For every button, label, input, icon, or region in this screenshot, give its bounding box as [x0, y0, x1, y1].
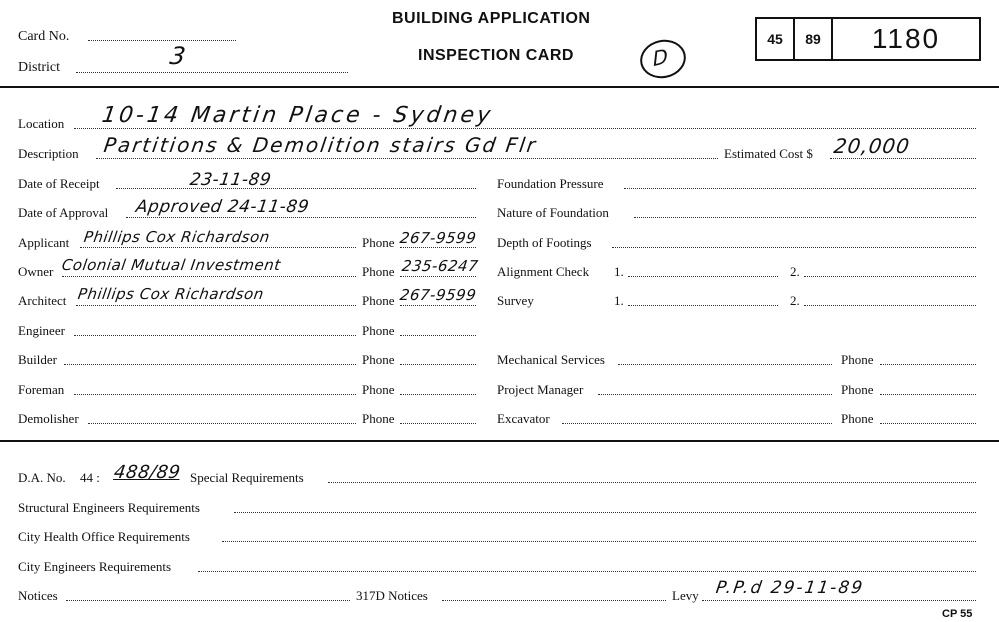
project-manager-line — [598, 394, 832, 395]
estimated-cost-label: Estimated Cost $ — [724, 146, 813, 161]
architect-line — [76, 305, 356, 306]
circled-mark — [637, 36, 690, 83]
foreman-label: Foreman — [18, 382, 65, 397]
applicant-label: Applicant — [18, 235, 70, 250]
mechanical-phone-line — [880, 364, 976, 365]
owner-value: Colonial Mutual Investment — [60, 256, 282, 274]
alignment-check-line-1 — [628, 276, 778, 277]
project-manager-label: Project Manager — [497, 382, 584, 397]
architect-label: Architect — [18, 293, 67, 308]
owner-phone-label: Phone — [362, 264, 395, 279]
survey-num-1: 1. — [614, 293, 624, 308]
date-receipt-value: 23-11-89 — [188, 170, 273, 190]
reference-box-a: 45 — [757, 19, 795, 59]
survey-label: Survey — [497, 293, 534, 308]
nature-foundation-line — [634, 217, 976, 218]
special-requirements-line — [328, 482, 976, 483]
levy-line — [702, 600, 976, 601]
structural-requirements-label: Structural Engineers Requirements — [18, 500, 200, 515]
date-approval-line — [126, 217, 476, 218]
foreman-phone-label: Phone — [362, 382, 395, 397]
mechanical-label: Mechanical Services — [497, 352, 605, 367]
notices-317d-line — [442, 600, 666, 601]
architect-value: Phillips Cox Richardson — [76, 285, 266, 303]
card-no-line — [88, 40, 236, 41]
notices-317d-label: 317D Notices — [356, 588, 428, 603]
builder-label: Builder — [18, 352, 57, 367]
district-label: District — [18, 60, 60, 75]
applicant-value: Phillips Cox Richardson — [82, 228, 272, 246]
excavator-line — [562, 423, 832, 424]
owner-label: Owner — [18, 264, 54, 279]
owner-phone-line — [400, 276, 476, 277]
foreman-line — [74, 394, 356, 395]
title-line-2: INSPECTION CARD — [418, 47, 574, 64]
excavator-phone-line — [880, 423, 976, 424]
form-code: CP 55 — [942, 608, 973, 620]
builder-line — [64, 364, 356, 365]
foundation-pressure-label: Foundation Pressure — [497, 176, 604, 191]
architect-phone-label: Phone — [362, 293, 395, 308]
owner-phone-value: 235-6247 — [400, 257, 480, 275]
demolisher-label: Demolisher — [18, 411, 79, 426]
depth-footings-line — [612, 247, 976, 248]
foreman-phone-line — [400, 394, 476, 395]
special-requirements-label: Special Requirements — [190, 470, 304, 485]
survey-num-2: 2. — [790, 293, 800, 308]
survey-line-2 — [804, 305, 976, 306]
da-label: D.A. No. — [18, 470, 66, 485]
da-prefix: 44 : — [80, 470, 100, 485]
reference-box-b: 89 — [795, 19, 833, 59]
applicant-phone-value: 267-9599 — [398, 229, 478, 247]
levy-value: P.P.d 29-11-89 — [714, 578, 866, 598]
builder-phone-label: Phone — [362, 352, 395, 367]
engineers-requirements-label: City Engineers Requirements — [18, 559, 172, 574]
reference-box-c: 1180 — [871, 23, 941, 54]
applicant-line — [80, 247, 356, 248]
alignment-check-num-2: 2. — [790, 264, 800, 279]
builder-phone-line — [400, 364, 476, 365]
location-label: Location — [18, 116, 65, 131]
demolisher-phone-line — [400, 423, 476, 424]
notices-label: Notices — [18, 588, 58, 603]
demolisher-line — [88, 423, 356, 424]
alignment-check-label: Alignment Check — [497, 264, 590, 279]
survey-line-1 — [628, 305, 778, 306]
health-requirements-label: City Health Office Requirements — [18, 529, 190, 544]
description-line — [96, 158, 718, 159]
description-label: Description — [18, 146, 79, 161]
card-no-label: Card No. — [18, 29, 70, 44]
location-value: 10-14 Martin Place - Sydney — [100, 103, 495, 128]
date-approval-value: Approved 24-11-89 — [134, 197, 311, 217]
engineer-label: Engineer — [18, 323, 65, 338]
title-line-1: BUILDING APPLICATION — [392, 10, 591, 27]
circled-mark-text: D — [651, 43, 670, 72]
district-line — [76, 72, 348, 73]
notices-line — [66, 600, 350, 601]
foundation-pressure-line — [624, 188, 976, 189]
applicant-phone-label: Phone — [362, 235, 395, 250]
description-value: Partitions & Demolition stairs Gd Flr — [102, 133, 539, 157]
requirements-divider — [0, 440, 999, 442]
da-value: 488/89 — [112, 462, 182, 483]
date-receipt-label: Date of Receipt — [18, 176, 100, 191]
mechanical-phone-label: Phone — [841, 352, 874, 367]
alignment-check-num-1: 1. — [614, 264, 624, 279]
engineer-line — [74, 335, 356, 336]
reference-box — [755, 17, 981, 61]
date-approval-label: Date of Approval — [18, 205, 109, 220]
excavator-label: Excavator — [497, 411, 550, 426]
estimated-cost-line — [830, 158, 976, 159]
date-receipt-line — [116, 188, 476, 189]
depth-footings-label: Depth of Footings — [497, 235, 592, 250]
nature-foundation-label: Nature of Foundation — [497, 205, 609, 220]
levy-label: Levy — [672, 588, 699, 603]
demolisher-phone-label: Phone — [362, 411, 395, 426]
engineer-phone-line — [400, 335, 476, 336]
structural-requirements-line — [234, 512, 976, 513]
excavator-phone-label: Phone — [841, 411, 874, 426]
engineers-requirements-line — [198, 571, 976, 572]
architect-phone-value: 267-9599 — [398, 286, 478, 304]
health-requirements-line — [222, 541, 976, 542]
mechanical-line — [618, 364, 832, 365]
project-manager-phone-line — [880, 394, 976, 395]
alignment-check-line-2 — [804, 276, 976, 277]
engineer-phone-label: Phone — [362, 323, 395, 338]
project-manager-phone-label: Phone — [841, 382, 874, 397]
owner-line — [62, 276, 356, 277]
architect-phone-line — [400, 305, 476, 306]
location-line — [74, 128, 976, 129]
header-divider — [0, 86, 999, 88]
estimated-cost-value: 20,000 — [832, 134, 912, 158]
district-value: 3 — [168, 42, 189, 70]
